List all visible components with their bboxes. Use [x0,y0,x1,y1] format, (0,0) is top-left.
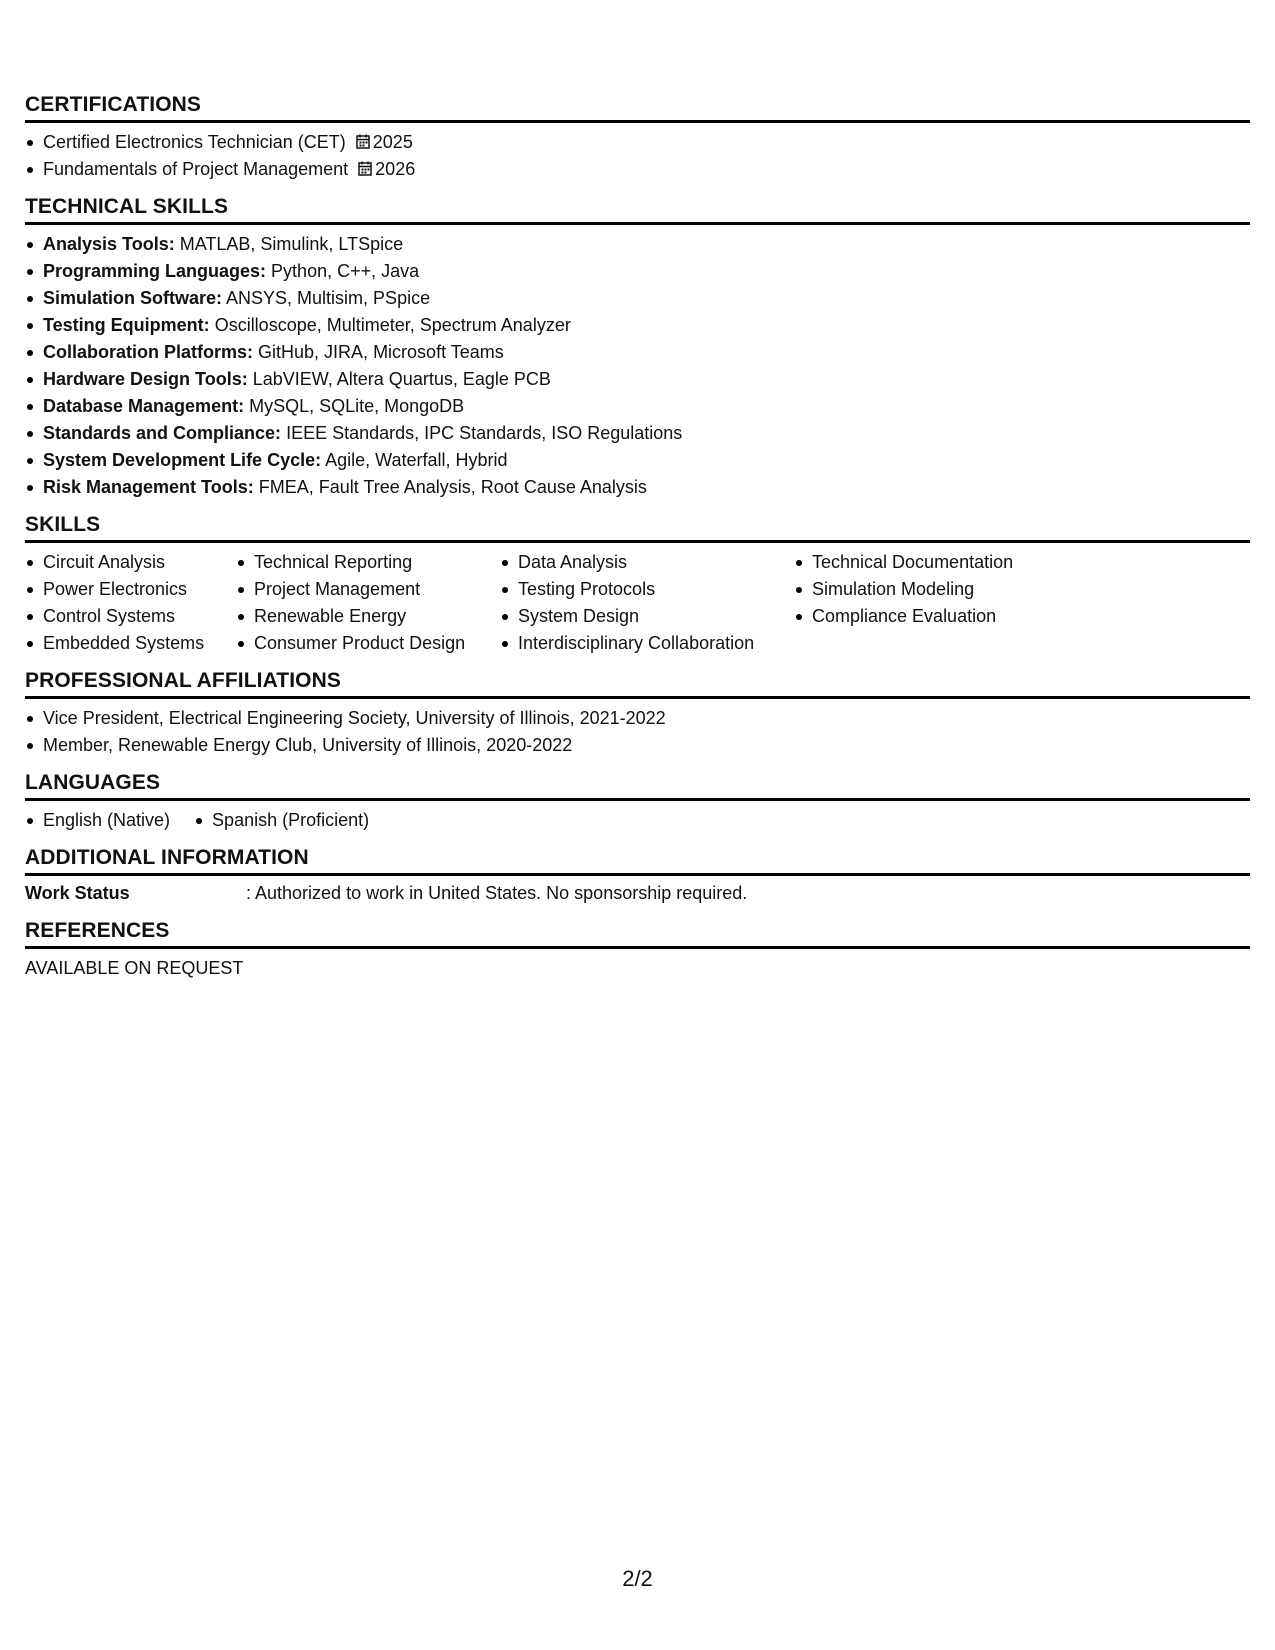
technical-skill-value: MySQL, SQLite, MongoDB [249,396,465,416]
technical-skill-value: FMEA, Fault Tree Analysis, Root Cause Analysis [258,477,647,497]
technical-skill-item [25,420,1250,447]
skills-section [25,513,1250,657]
skill-item: Simulation Modeling [794,576,1094,603]
certification-name: Certified Electronics Technician (CET) [43,132,346,152]
technical-skill-item [25,474,1250,501]
additional-info-section [25,846,1250,907]
technical-skill-item [25,285,1250,312]
resume-page [25,93,1250,994]
skill-item: Interdisciplinary Collaboration [500,630,794,657]
certification-item [25,129,1250,156]
technical-skills-list [25,231,1250,501]
skill-item: Control Systems [25,603,236,630]
technical-skill-label: Testing Equipment: [43,315,210,335]
technical-skill-item [25,366,1250,393]
section-title-affiliations: PROFESSIONAL AFFILIATIONS [25,669,1250,699]
technical-skill-label: Collaboration Platforms: [43,342,254,362]
skill-item: Technical Reporting [236,549,500,576]
skill-item: Circuit Analysis [25,549,236,576]
technical-skill-item [25,312,1250,339]
technical-skill-value: Agile, Waterfall, Hybrid [325,450,508,470]
skill-item: Compliance Evaluation [794,603,1094,630]
technical-skill-label: Simulation Software: [43,288,223,308]
affiliations-section [25,669,1250,759]
technical-skill-item [25,258,1250,285]
technical-skill-item [25,447,1250,474]
skill-item: Consumer Product Design [236,630,500,657]
technical-skill-label: System Development Life Cycle: [43,450,322,470]
technical-skill-label: Programming Languages: [43,261,267,281]
section-title-references: REFERENCES [25,919,1250,949]
section-title-certifications: CERTIFICATIONS [25,93,1250,123]
references-text: AVAILABLE ON REQUEST [25,958,244,978]
skill-item: Technical Documentation [794,549,1094,576]
language-item: English (Native) [25,807,170,834]
section-title-technical-skills: TECHNICAL SKILLS [25,195,1250,225]
technical-skill-item [25,393,1250,420]
technical-skill-label: Database Management: [43,396,245,416]
calendar-icon [358,161,372,176]
skills-grid [25,549,1250,657]
technical-skill-value: LabVIEW, Altera Quartus, Eagle PCB [252,369,551,389]
certification-year: 2025 [372,132,413,152]
technical-skill-label: Analysis Tools: [43,234,175,254]
affiliations-list [25,705,1250,759]
certifications-list [25,129,1250,183]
affiliation-item: Member, Renewable Energy Club, University of Illinois, 2020-2022 [25,732,1250,759]
page-number: 2/2 [622,1566,653,1591]
technical-skill-value: IEEE Standards, IPC Standards, ISO Regulations [286,423,683,443]
technical-skill-item [25,339,1250,366]
calendar-icon [356,134,370,149]
skill-item: System Design [500,603,794,630]
skill-item: Testing Protocols [500,576,794,603]
work-status-value: : Authorized to work in United States. No sponsorship required. [246,883,748,903]
technical-skills-section [25,195,1250,501]
technical-skill-label: Hardware Design Tools: [43,369,248,389]
certification-item [25,156,1250,183]
skills-column [500,549,794,657]
certifications-section [25,93,1250,183]
skill-item: Embedded Systems [25,630,236,657]
section-title-languages: LANGUAGES [25,771,1250,801]
skills-column [236,549,500,657]
affiliation-item: Vice President, Electrical Engineering Society, University of Illinois, 2021-2022 [25,705,1250,732]
skill-item: Renewable Energy [236,603,500,630]
work-status-label: Work Status [25,883,130,903]
section-title-additional-info: ADDITIONAL INFORMATION [25,846,1250,876]
skill-item: Power Electronics [25,576,236,603]
skills-column [25,549,236,657]
certification-year: 2026 [375,159,416,179]
work-status-row [25,880,1250,907]
certification-name: Fundamentals of Project Management [43,159,349,179]
section-title-skills: SKILLS [25,513,1250,543]
technical-skill-value: ANSYS, Multisim, PSpice [226,288,431,308]
technical-skill-item [25,231,1250,258]
languages-list [25,807,1250,834]
technical-skill-label: Risk Management Tools: [43,477,254,497]
technical-skill-value: Oscilloscope, Multimeter, Spectrum Analyzer [214,315,571,335]
language-item: Spanish (Proficient) [194,807,369,834]
references-section [25,919,1250,982]
languages-section [25,771,1250,834]
technical-skill-value: MATLAB, Simulink, LTSpice [179,234,404,254]
skill-item: Project Management [236,576,500,603]
technical-skill-value: GitHub, JIRA, Microsoft Teams [258,342,504,362]
technical-skill-label: Standards and Compliance: [43,423,282,443]
skills-column [794,549,1094,657]
technical-skill-value: Python, C++, Java [271,261,420,281]
skill-item: Data Analysis [500,549,794,576]
